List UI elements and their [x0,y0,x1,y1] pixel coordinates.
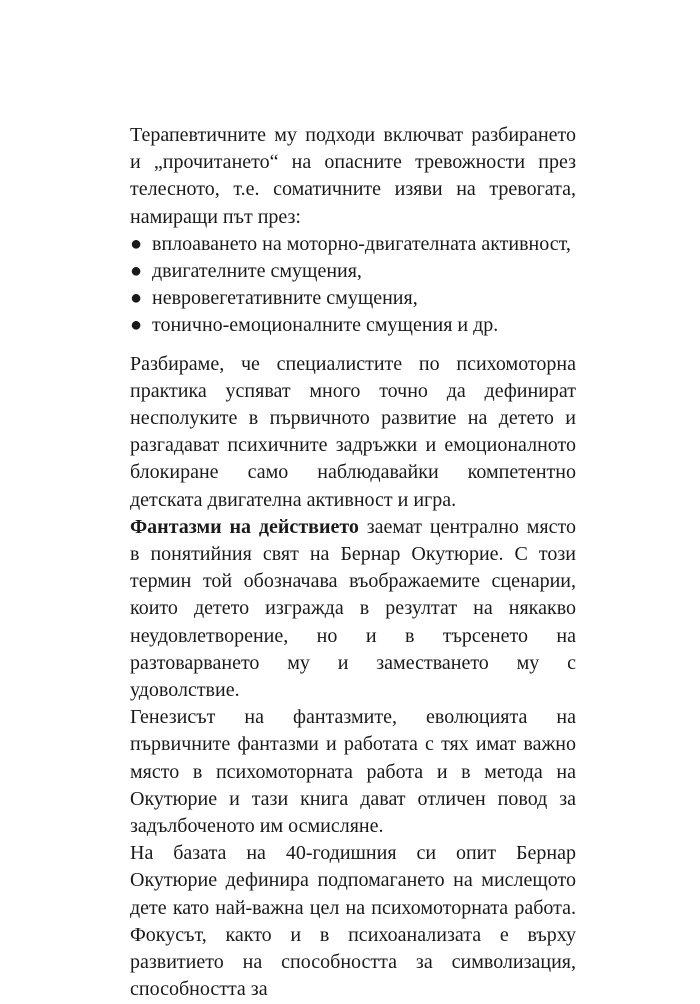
bullet-icon: ● [130,260,143,283]
list-item-text: двигателните смущения, [152,260,362,283]
paragraph-action-fantasms [130,514,576,704]
list-item-text: вплоаването на моторно-двигателната активност, [152,232,571,255]
paragraph-therapeutic-approaches [130,122,576,231]
page-body-text [130,122,576,1004]
paragraph-text: Разбираме, че специалистите по психомоторна практика успяват много точно да дефинират несполуките в първичното развитие на детето и разгадават психичните задръжки и емоционалното блокиране само наблюдавайки компетентно детската двигателна активност и игра. [130,352,576,511]
bullet-icon: ● [130,314,143,337]
paragraph-text: Генезисът на фантазмите, еволюцията на първичните фантазми и работата с тях имат важно място в психомоторната работа и в метода на Окутюрие и тази книга дават отличен повод за задълбоченото им осмисляне. [130,706,576,838]
paragraph-psychomotor-practice [130,351,576,514]
paragraph-forty-years-experience [130,840,576,1003]
paragraph-text: Терапевтичните му подходи включват разбирането и „прочитането“ на опасните тревожности през телесното, т.е. соматичните изяви на тревогата, намиращи път през: [130,124,576,228]
list-item-text: тонично-емоционалните смущения и др. [152,314,499,337]
paragraph-genesis-of-fantasms [130,704,576,840]
list-item [130,285,576,312]
list-item [130,231,576,258]
paragraph-text: заемат централно място в понятийния свят на Бернар Окутюрие. С този термин той обозначава въображаемите сценарии, които детето изгражда в резултат на някакво неудовлетворение, но и в търсенето на разтоварването му и заместването му с удоволствие. [130,515,576,702]
bullet-icon: ● [130,287,143,310]
bold-term: Фантазми на действието [130,515,359,538]
list-item-text: невровегетативните смущения, [152,287,418,310]
list-item [130,258,576,285]
bullet-icon: ● [130,232,143,255]
bullet-list [130,231,576,340]
paragraph-text: На базата на 40-годишния си опит Бернар Окутюрие дефинира подпомагането на мислещото дете като най-важна цел на психомоторната работа. Фокусът, както и в психоанализата е върху развитието на способността за символизация, способността за [130,842,576,1001]
list-item [130,312,576,339]
